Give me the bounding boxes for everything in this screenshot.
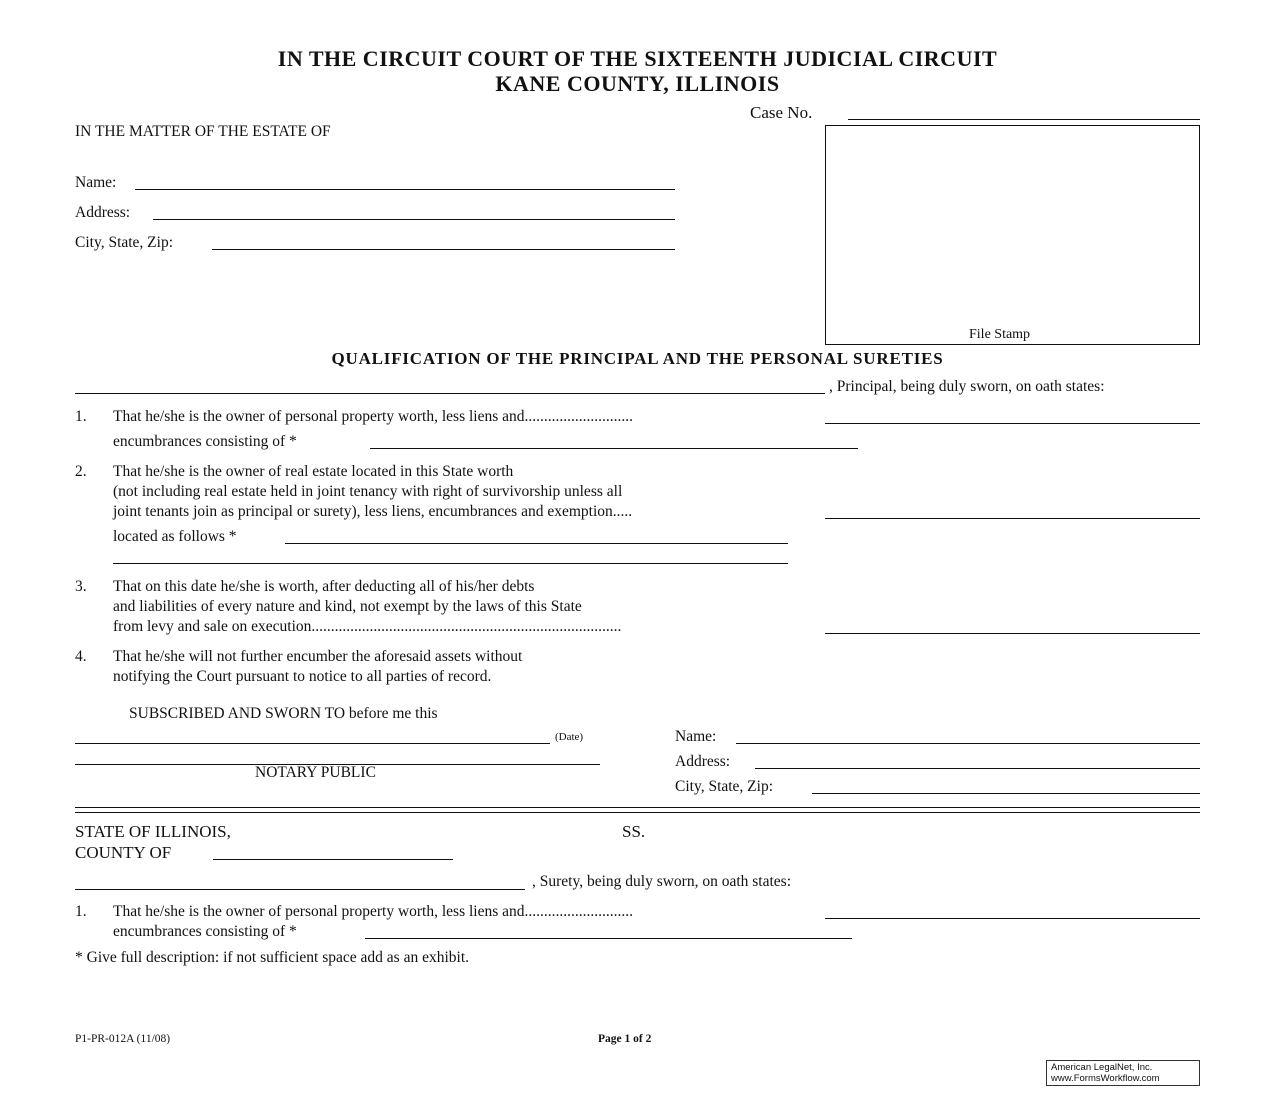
surety-item1-value-field[interactable] (825, 918, 1200, 919)
surety-name-field[interactable] (75, 889, 525, 890)
vendor-url: www.FormsWorkflow.com (1051, 1073, 1160, 1084)
matter-label: IN THE MATTER OF THE ESTATE OF (75, 123, 331, 140)
surety-county-label: COUNTY OF (75, 843, 172, 862)
case-no-field[interactable] (848, 119, 1200, 120)
vendor-badge[interactable] (1046, 1060, 1200, 1086)
notary-label: NOTARY PUBLIC (255, 764, 376, 781)
principal-name-field[interactable] (75, 393, 825, 394)
form-title: QUALIFICATION OF THE PRINCIPAL AND THE PERSONAL SURETIES (331, 349, 944, 368)
item2-location-field-2[interactable] (113, 563, 788, 564)
item2-number: 2. (75, 463, 87, 480)
item3-line3: from levy and sale on execution................................................................................ (113, 618, 622, 635)
estate-name-field[interactable] (135, 189, 675, 190)
item1-number: 1. (75, 408, 87, 425)
sworn-label: SUBSCRIBED AND SWORN TO before me this (129, 705, 438, 722)
separator-bottom (75, 812, 1200, 813)
item3-number: 3. (75, 578, 87, 595)
sworn-date-field[interactable] (75, 743, 550, 744)
estate-city-field[interactable] (212, 249, 675, 250)
case-no-label: Case No. (750, 103, 813, 122)
item4-line2: notifying the Court pursuant to notice to all parties of record. (113, 668, 492, 685)
item1-value-field[interactable] (825, 423, 1200, 424)
item2-location-field[interactable] (285, 543, 788, 544)
signer-address-label: Address: (675, 753, 731, 770)
surety-intro: , Surety, being duly sworn, on oath states: (532, 873, 792, 890)
surety-county-field[interactable] (213, 859, 453, 860)
item1-line2: encumbrances consisting of * (113, 433, 297, 450)
file-stamp-label: File Stamp (969, 327, 1031, 342)
signer-name-field[interactable] (736, 743, 1200, 744)
item3-value-field[interactable] (825, 633, 1200, 634)
surety-ss-label: SS. (622, 822, 646, 841)
estate-city-label: City, State, Zip: (75, 234, 174, 251)
date-label: (Date) (555, 731, 584, 743)
estate-address-field[interactable] (153, 219, 675, 220)
surety-item1-number: 1. (75, 903, 87, 920)
item2-line2: (not including real estate held in joint tenancy with right of survivorship unless all (113, 483, 623, 500)
item3-line2: and liabilities of every nature and kind, not exempt by the laws of this State (113, 598, 582, 615)
signer-address-field[interactable] (755, 768, 1200, 769)
surety-item1-line1: That he/she is the owner of personal property worth, less liens and............................ (113, 903, 634, 920)
item1-description-field[interactable] (370, 448, 858, 449)
item4-number: 4. (75, 648, 87, 665)
signer-city-field[interactable] (812, 793, 1200, 794)
signer-city-label: City, State, Zip: (675, 778, 774, 795)
court-header-line2: KANE COUNTY, ILLINOIS (495, 71, 780, 96)
item1-line1: That he/she is the owner of personal property worth, less liens and............................ (113, 408, 634, 425)
item2-line3: joint tenants join as principal or surety), less liens, encumbrances and exemption..... (113, 503, 633, 520)
item2-value-field[interactable] (825, 518, 1200, 519)
principal-intro: , Principal, being duly sworn, on oath states: (829, 378, 1105, 395)
signer-name-label: Name: (675, 728, 717, 745)
separator-top (75, 807, 1200, 808)
footnote: * Give full description: if not sufficient space add as an exhibit. (75, 949, 470, 966)
surety-state-label: STATE OF ILLINOIS, (75, 822, 231, 841)
item2-line4: located as follows * (113, 528, 237, 545)
item3-line1: That on this date he/she is worth, after deducting all of his/her debts (113, 578, 535, 595)
page-number: Page 1 of 2 (598, 1033, 652, 1045)
item4-line1: That he/she will not further encumber the aforesaid assets without (113, 648, 523, 665)
estate-name-label: Name: (75, 174, 117, 191)
estate-address-label: Address: (75, 204, 131, 221)
vendor-name: American LegalNet, Inc. (1051, 1062, 1153, 1073)
surety-item1-description-field[interactable] (365, 938, 852, 939)
item2-line1: That he/she is the owner of real estate located in this State worth (113, 463, 514, 480)
surety-item1-line2: encumbrances consisting of * (113, 923, 297, 940)
court-header-line1: IN THE CIRCUIT COURT OF THE SIXTEENTH JUDICIAL CIRCUIT (277, 46, 998, 71)
file-stamp-box (825, 125, 1200, 345)
form-code: P1-PR-012A (11/08) (75, 1033, 171, 1045)
